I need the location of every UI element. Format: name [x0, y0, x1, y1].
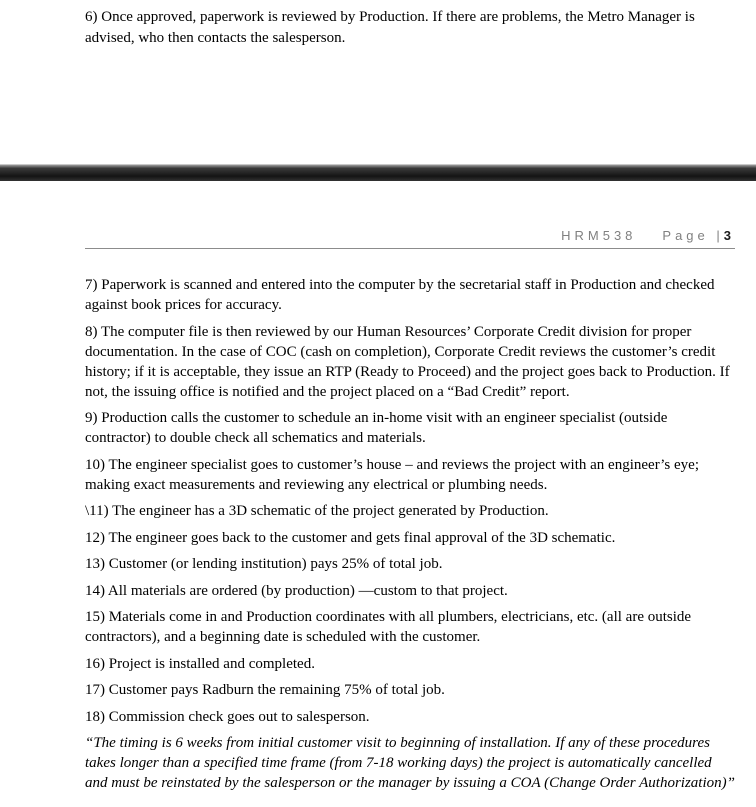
paragraph-15: 15) Materials come in and Production coordinates with all plumbers, electricians, etc. (all are outside contractors), and a beginning date is scheduled with the customer. [85, 609, 692, 645]
paragraph-18: 18) Commission check goes out to salesperson. [85, 708, 370, 725]
page-2-content [0, 275, 756, 793]
header-rule [85, 248, 735, 249]
paragraph-11: \11) The engineer has a 3D schematic of the project generated by Production. [85, 503, 549, 519]
page-separator [0, 164, 756, 181]
paragraph-9: 9) Production calls the customer to schedule an in-home visit with an engineer specialist (outside contractor) to double check all schematics and materials. [85, 410, 668, 446]
paragraph-17: 17) Customer pays Radburn the remaining 75% of total job. [85, 682, 445, 698]
paragraph-13: 13) Customer (or lending institution) pays 25% of total job. [85, 556, 443, 572]
closing-quote: “The timing is 6 weeks from initial customer visit to beginning of installation. If any of these procedures takes longer than a specified time frame (from 7-18 working days) the project is automatically cancelled and must be reinstated by the salesperson or the manager by issuing a COA (Change Order Authorization)” [85, 735, 735, 791]
page-2 [0, 181, 756, 807]
page-1-bottom [0, 0, 756, 164]
paragraph-14: 14) All materials are ordered (by production) —custom to that project. [85, 582, 508, 599]
paragraph-10: 10) The engineer specialist goes to customer’s house – and reviews the project with an engineer’s eye; making exact measurements and reviewing any electrical or plumbing needs. [85, 456, 699, 493]
page-label: Page | [662, 228, 724, 243]
page-number: 3 [723, 228, 735, 243]
paragraph-6: 6) Once approved, paperwork is reviewed by Production. If there are problems, the Metro Manager is advised, who then contacts the salesperson. [85, 9, 695, 46]
paragraph-8: 8) The computer file is then reviewed by our Human Resources’ Corporate Credit division for proper documentation. In the case of COC (cash on completion), Corporate Credit reviews the customer’s credit history; if it is acceptable, they issue an RTP (Ready to Proceed) and the project goes back to Production. If not, the issuing office is notified and the project placed on a “Bad Credit” report. [85, 323, 730, 400]
paragraph-16: 16) Project is installed and completed. [85, 655, 315, 672]
paragraph-12: 12) The engineer goes back to the customer and gets final approval of the 3D schematic. [85, 529, 616, 546]
paragraph-7: 7) Paperwork is scanned and entered into the computer by the secretarial staff in Production and checked against book prices for accuracy. [85, 277, 715, 313]
course-code: HRM538 [561, 228, 637, 243]
page-header [0, 228, 756, 243]
